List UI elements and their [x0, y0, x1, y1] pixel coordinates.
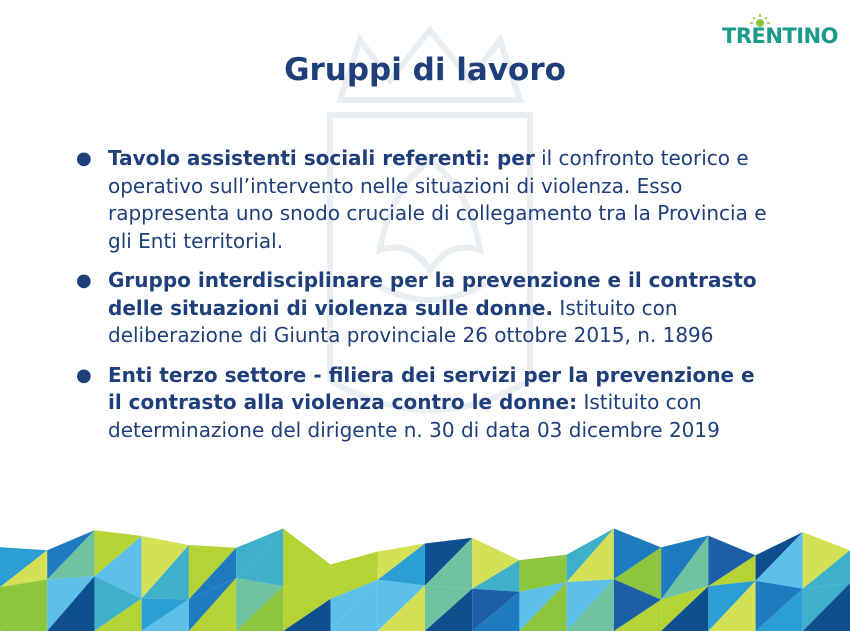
bullet-list [72, 145, 772, 456]
item-text: il confronto teorico e operativo sull’intervento nelle situazioni di violenza. Esso rappresenta uno snodo cruciale di collegamento tra la Provincia e gli Enti territorial. [108, 146, 767, 253]
list-item [72, 145, 772, 255]
item-heading: Enti terzo settore - filiera dei servizi per la prevenzione e il contrasto alla violenza contro le donne: [108, 362, 755, 414]
item-text: Istituito con deliberazione di Giunta provinciale 26 ottobre 2015, n. 1896 [108, 295, 714, 347]
item-text: Istituito con determinazione del dirigente n. 30 di data 03 dicembre 2019 [108, 390, 720, 442]
list-item [72, 267, 772, 350]
item-heading: Tavolo assistenti sociali referenti: per [108, 146, 535, 170]
trentino-logo [722, 14, 838, 54]
bullet-icon: ● [76, 364, 92, 386]
bullet-icon: ● [76, 270, 92, 291]
logo-wordmark: TRENTINO [722, 24, 838, 48]
list-item [72, 362, 772, 445]
page-title: Gruppi di lavoro [284, 52, 566, 88]
polygon-decoration-band [0, 515, 850, 631]
bullet-icon: ● [76, 148, 92, 169]
item-heading: Gruppo interdisciplinare per la prevenzione e il contrasto delle situazioni di violenza sulle donne. [108, 268, 757, 320]
